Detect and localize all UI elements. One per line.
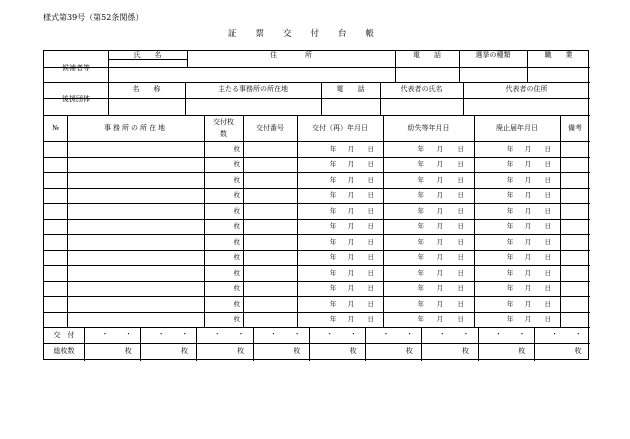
date-month-mark: 月 — [524, 315, 532, 324]
date-year-mark: 年 — [417, 253, 424, 262]
date-day-mark: 日 — [367, 144, 375, 153]
footer-count-unit: 枚 — [180, 347, 188, 355]
row-rule — [44, 265, 590, 266]
footer-count-unit: 枚 — [124, 347, 132, 355]
date-month-mark: 月 — [436, 191, 444, 200]
footer-dot: ・ — [213, 330, 221, 338]
date-day-mark: 日 — [367, 175, 375, 184]
footer-dot: ・ — [406, 330, 414, 338]
date-year-mark: 年 — [417, 191, 424, 200]
row-rule — [44, 281, 590, 282]
row-rule — [44, 234, 590, 235]
date-month-mark: 月 — [347, 284, 355, 293]
support-group-office-header: 主たる事務所の所在地 — [218, 85, 288, 93]
date-year-mark: 年 — [329, 237, 337, 246]
lost-date-header: 紛失等年月日 — [407, 124, 450, 132]
rule — [44, 327, 590, 328]
issued-count-unit: 枚 — [233, 160, 240, 169]
form-caption: 様式第39号（第52条関係） — [43, 13, 144, 22]
issue-date-header: 交付（再）年月日 — [312, 124, 368, 132]
footer-count-unit: 枚 — [237, 347, 245, 355]
rule — [44, 115, 590, 116]
footer-count-unit: 枚 — [293, 347, 301, 355]
date-day-mark: 日 — [457, 268, 465, 277]
footer-count-unit: 枚 — [405, 347, 413, 355]
date-year-mark: 年 — [506, 268, 514, 277]
date-day-mark: 日 — [457, 206, 465, 215]
footer-dot: ・ — [349, 330, 357, 338]
row-rule — [44, 250, 590, 251]
date-day-mark: 日 — [544, 237, 552, 246]
date-month-mark: 月 — [436, 222, 444, 231]
candidate-election-type-header: 選挙の種類 — [475, 51, 511, 59]
date-year-mark: 年 — [417, 175, 424, 184]
footer-count-unit: 枚 — [574, 347, 582, 355]
date-day-mark: 日 — [544, 315, 552, 324]
rule — [44, 82, 590, 83]
footer-count-unit: 枚 — [349, 347, 357, 355]
date-day-mark: 日 — [367, 191, 375, 200]
form-title — [228, 27, 374, 39]
footer-count-unit: 枚 — [462, 347, 470, 355]
date-year-mark: 年 — [506, 253, 514, 262]
row-rule — [44, 157, 590, 158]
issued-count-unit: 枚 — [233, 268, 240, 277]
footer-dot: ・ — [124, 330, 132, 338]
date-month-mark: 月 — [347, 222, 355, 231]
row-rule — [44, 172, 590, 173]
date-month-mark: 月 — [436, 253, 444, 262]
date-day-mark: 日 — [544, 222, 552, 231]
date-month-mark: 月 — [436, 284, 444, 293]
date-day-mark: 日 — [457, 299, 465, 308]
date-year-mark: 年 — [417, 237, 424, 246]
date-day-mark: 日 — [367, 206, 375, 215]
date-month-mark: 月 — [436, 144, 444, 153]
date-month-mark: 月 — [347, 237, 355, 246]
support-group-name-header: 名 称 — [132, 85, 161, 93]
no-header: № — [52, 124, 59, 132]
date-day-mark: 日 — [457, 253, 465, 262]
date-year-mark: 年 — [506, 175, 514, 184]
date-day-mark: 日 — [544, 206, 552, 215]
date-month-mark: 月 — [436, 237, 444, 246]
date-year-mark: 年 — [417, 206, 424, 215]
date-month-mark: 月 — [436, 299, 444, 308]
date-year-mark: 年 — [329, 284, 337, 293]
date-day-mark: 日 — [457, 160, 465, 169]
date-month-mark: 月 — [524, 237, 532, 246]
issued-count-unit: 枚 — [233, 299, 240, 308]
date-month-mark: 月 — [524, 175, 532, 184]
date-month-mark: 月 — [524, 253, 532, 262]
row-rule — [44, 203, 590, 204]
date-year-mark: 年 — [506, 160, 514, 169]
footer-dot: ・ — [518, 330, 526, 338]
date-month-mark: 月 — [524, 299, 532, 308]
footer-dot: ・ — [326, 330, 334, 338]
date-year-mark: 年 — [329, 206, 337, 215]
footer-dot: ・ — [494, 330, 502, 338]
date-day-mark: 日 — [544, 175, 552, 184]
date-day-mark: 日 — [457, 284, 465, 293]
date-day-mark: 日 — [544, 191, 552, 200]
footer-dot: ・ — [382, 330, 390, 338]
footer-issue-label: 交 付 — [53, 331, 75, 339]
footer-rule — [253, 327, 254, 361]
ledger-table — [43, 50, 589, 360]
issued-count-header: 交付枚 — [213, 118, 234, 126]
form-title-char: 交 — [282, 29, 292, 39]
date-year-mark: 年 — [329, 191, 337, 200]
row-rule — [44, 188, 590, 189]
footer-rule — [478, 327, 479, 361]
date-day-mark: 日 — [544, 160, 552, 169]
footer-rule — [421, 327, 422, 361]
rule — [108, 51, 109, 115]
issued-count-unit: 枚 — [233, 144, 240, 153]
form-title-char: 台 — [337, 29, 347, 39]
date-year-mark: 年 — [506, 144, 514, 153]
date-year-mark: 年 — [417, 268, 424, 277]
footer-dot: ・ — [270, 330, 278, 338]
issued-count-unit: 枚 — [233, 237, 240, 246]
support-group-rep-name-header: 代表者の氏名 — [400, 85, 443, 93]
date-month-mark: 月 — [524, 206, 532, 215]
office-location-header: 事務所の所在地 — [104, 124, 167, 132]
date-year-mark: 年 — [417, 222, 424, 231]
candidate-phone-header: 電 話 — [413, 51, 441, 59]
issued-count-unit: 枚 — [233, 191, 240, 200]
date-month-mark: 月 — [436, 160, 444, 169]
date-day-mark: 日 — [367, 222, 375, 231]
date-day-mark: 日 — [457, 175, 465, 184]
date-month-mark: 月 — [347, 315, 355, 324]
date-month-mark: 月 — [436, 206, 444, 215]
date-year-mark: 年 — [506, 315, 514, 324]
date-day-mark: 日 — [367, 160, 375, 169]
date-month-mark: 月 — [524, 144, 532, 153]
date-year-mark: 年 — [417, 144, 424, 153]
rule — [44, 67, 590, 68]
date-year-mark: 年 — [329, 268, 337, 277]
date-day-mark: 日 — [367, 268, 375, 277]
date-day-mark: 日 — [367, 237, 375, 246]
date-month-mark: 月 — [524, 160, 532, 169]
date-year-mark: 年 — [417, 284, 424, 293]
date-year-mark: 年 — [506, 237, 514, 246]
rule — [44, 98, 590, 99]
issued-count-unit: 枚 — [233, 222, 240, 231]
date-day-mark: 日 — [544, 253, 552, 262]
date-year-mark: 年 — [329, 222, 337, 231]
remarks-header: 備考 — [568, 124, 582, 132]
date-month-mark: 月 — [347, 299, 355, 308]
rule — [44, 141, 590, 142]
form-title-char: 票 — [255, 29, 264, 39]
date-year-mark: 年 — [329, 315, 337, 324]
form-title-char: 証 — [228, 29, 237, 39]
footer-dot: ・ — [293, 330, 301, 338]
footer-dot: ・ — [237, 330, 245, 338]
issued-count-unit: 枚 — [233, 284, 240, 293]
form-title-char: 帳 — [365, 29, 374, 39]
date-month-mark: 月 — [347, 144, 355, 153]
date-day-mark: 日 — [457, 191, 465, 200]
date-month-mark: 月 — [436, 175, 444, 184]
footer-dot: ・ — [101, 330, 109, 338]
date-day-mark: 日 — [367, 253, 375, 262]
date-month-mark: 月 — [347, 160, 355, 169]
footer-rule — [365, 327, 366, 361]
date-month-mark: 月 — [347, 206, 355, 215]
rule — [84, 327, 85, 361]
date-day-mark: 日 — [367, 299, 375, 308]
footer-rule — [309, 327, 310, 361]
footer-dot: ・ — [574, 330, 582, 338]
row-rule — [44, 312, 590, 313]
date-day-mark: 日 — [457, 222, 465, 231]
issued-count-header: 数 — [220, 130, 227, 138]
date-month-mark: 月 — [436, 268, 444, 277]
footer-dot: ・ — [438, 330, 446, 338]
date-month-mark: 月 — [524, 284, 532, 293]
date-month-mark: 月 — [524, 268, 532, 277]
issued-count-unit: 枚 — [233, 206, 240, 215]
footer-dot: ・ — [462, 330, 470, 338]
date-day-mark: 日 — [367, 315, 375, 324]
date-year-mark: 年 — [506, 222, 514, 231]
support-group-label: 後援団体 — [62, 95, 90, 103]
footer-total-label: 総枚数 — [53, 347, 75, 355]
issued-count-unit: 枚 — [233, 315, 240, 324]
footer-dot: ・ — [551, 330, 559, 338]
footer-rule — [196, 327, 197, 361]
candidate-occupation-header: 職 業 — [544, 51, 573, 59]
candidate-name-header: 氏 名 — [133, 51, 162, 59]
date-month-mark: 月 — [524, 191, 532, 200]
date-day-mark: 日 — [457, 315, 465, 324]
row-rule — [44, 296, 590, 297]
date-day-mark: 日 — [544, 299, 552, 308]
footer-dot: ・ — [157, 330, 165, 338]
form-title-char: 付 — [310, 29, 319, 39]
date-day-mark: 日 — [457, 237, 465, 246]
date-year-mark: 年 — [417, 315, 424, 324]
abolished-date-header: 廃止届年月日 — [496, 124, 538, 132]
footer-rule — [534, 327, 535, 361]
date-day-mark: 日 — [544, 144, 552, 153]
date-day-mark: 日 — [544, 268, 552, 277]
date-day-mark: 日 — [457, 144, 465, 153]
support-group-rep-address-header: 代表者の住所 — [505, 85, 548, 93]
footer-count-unit: 枚 — [518, 347, 526, 355]
date-year-mark: 年 — [506, 206, 514, 215]
date-month-mark: 月 — [524, 222, 532, 231]
date-month-mark: 月 — [347, 268, 355, 277]
date-month-mark: 月 — [347, 175, 355, 184]
date-month-mark: 月 — [347, 191, 355, 200]
date-year-mark: 年 — [417, 160, 424, 169]
date-month-mark: 月 — [347, 253, 355, 262]
support-group-phone-header: 電 話 — [336, 85, 365, 93]
rule — [108, 59, 187, 60]
candidate-label: 候補者等 — [62, 64, 90, 72]
date-year-mark: 年 — [329, 175, 337, 184]
footer-dot: ・ — [181, 330, 189, 338]
date-year-mark: 年 — [329, 160, 337, 169]
date-year-mark: 年 — [417, 299, 424, 308]
issue-number-header: 交付番号 — [256, 124, 284, 132]
issued-count-unit: 枚 — [233, 253, 240, 262]
date-year-mark: 年 — [329, 253, 337, 262]
date-year-mark: 年 — [329, 299, 337, 308]
date-day-mark: 日 — [367, 284, 375, 293]
date-day-mark: 日 — [544, 284, 552, 293]
date-year-mark: 年 — [506, 299, 514, 308]
row-rule — [44, 219, 590, 220]
candidate-address-header: 住 所 — [270, 51, 312, 59]
issued-count-unit: 枚 — [233, 175, 240, 184]
date-year-mark: 年 — [506, 191, 514, 200]
date-year-mark: 年 — [329, 144, 337, 153]
date-year-mark: 年 — [506, 284, 514, 293]
footer-rule — [140, 327, 141, 361]
date-month-mark: 月 — [436, 315, 444, 324]
rule — [44, 343, 590, 344]
